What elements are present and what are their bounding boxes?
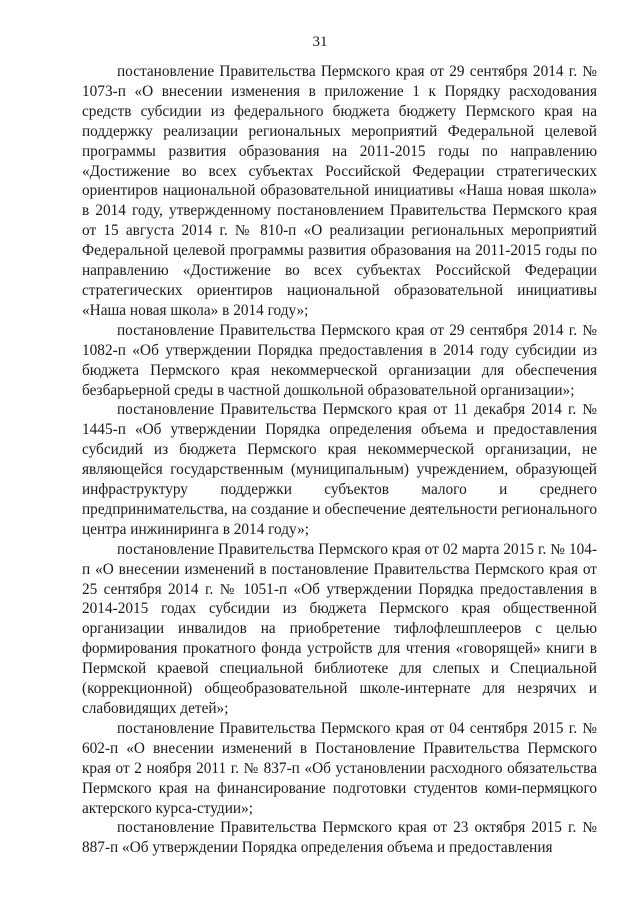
paragraph-resolution-1445: постановление Правительства Пермского края от 11 декабря 2014 г. № 1445-п «Об утверждении Порядка определения объема и предоставления субсидий из бюджета Пермского края некоммерческой организации, не являющейся государственным (муниципальным) учреждением, образующей инфраструктуру поддержки субъектов малого и среднего предпринимательства, на создание и обеспечение деятельности регионального центра инжиниринга в 2014 году»; xyxy=(82,401,597,538)
paragraph-resolution-1082: постановление Правительства Пермского края от 29 сентября 2014 г. № 1082-п «Об утверждении Порядка предоставления в 2014 году субсидии из бюджета Пермского края некоммерческой организации для обеспечения безбарьерной среды в частной дошкольной образовательной организации»; xyxy=(82,321,597,399)
document-body xyxy=(82,62,597,858)
paragraph-resolution-602: постановление Правительства Пермского края от 04 сентября 2015 г. № 602-п «О внесении изменений в Постановление Правительства Пермского края от 2 ноября 2011 г. № 837-п «Об установлении расходного обязательства Пермского края на финансирование подготовки студентов коми-пермяцкого актерского курса-студии»; xyxy=(82,719,597,817)
paragraph-resolution-887: постановление Правительства Пермского края от 23 октября 2015 г. № 887-п «Об утверждении Порядка определения объема и предоставления xyxy=(82,819,597,857)
paragraph-resolution-1073: постановление Правительства Пермского края от 29 сентября 2014 г. № 1073-п «О внесении изменения в приложение 1 к Порядку расходования средств субсидии из федерального бюджета бюджету Пермского края на поддержку реализации региональных мероприятий Федеральной целевой программы развития образования на 2011-2015 годы по направлению «Достижение во всех субъектах Российской Федерации стратегических ориентиров национальной образовательной инициативы «Наша новая школа» в 2014 году, утвержденному постановлением Правительства Пермского края от 15 августа 2014 г. № 810-п «О реализации региональных мероприятий Федеральной целевой программы развития образования на 2011-2015 годы по направлению «Достижение во всех субъектах Российской Федерации стратегических ориентиров национальной образовательной инициативы «Наша новая школа» в 2014 году»; xyxy=(82,63,597,319)
paragraph-resolution-104: постановление Правительства Пермского края от 02 марта 2015 г. № 104-п «О внесении изменений в постановление Правительства Пермского края от 25 сентября 2014 г. № 1051-п «Об утверждении Порядка предоставления в 2014-2015 годах субсидии из бюджета Пермского края общественной организации инвалидов на приобретение тифлофлешплееров с целью формирования прокатного фонда устройств для чтения «говорящей» книги в Пермской краевой специальной библиотеке для слепых и Специальной (коррекционной) общеобразовательной школе-интернате для незрячих и слабовидящих детей»; xyxy=(82,540,597,717)
page-number: 31 xyxy=(312,34,328,50)
